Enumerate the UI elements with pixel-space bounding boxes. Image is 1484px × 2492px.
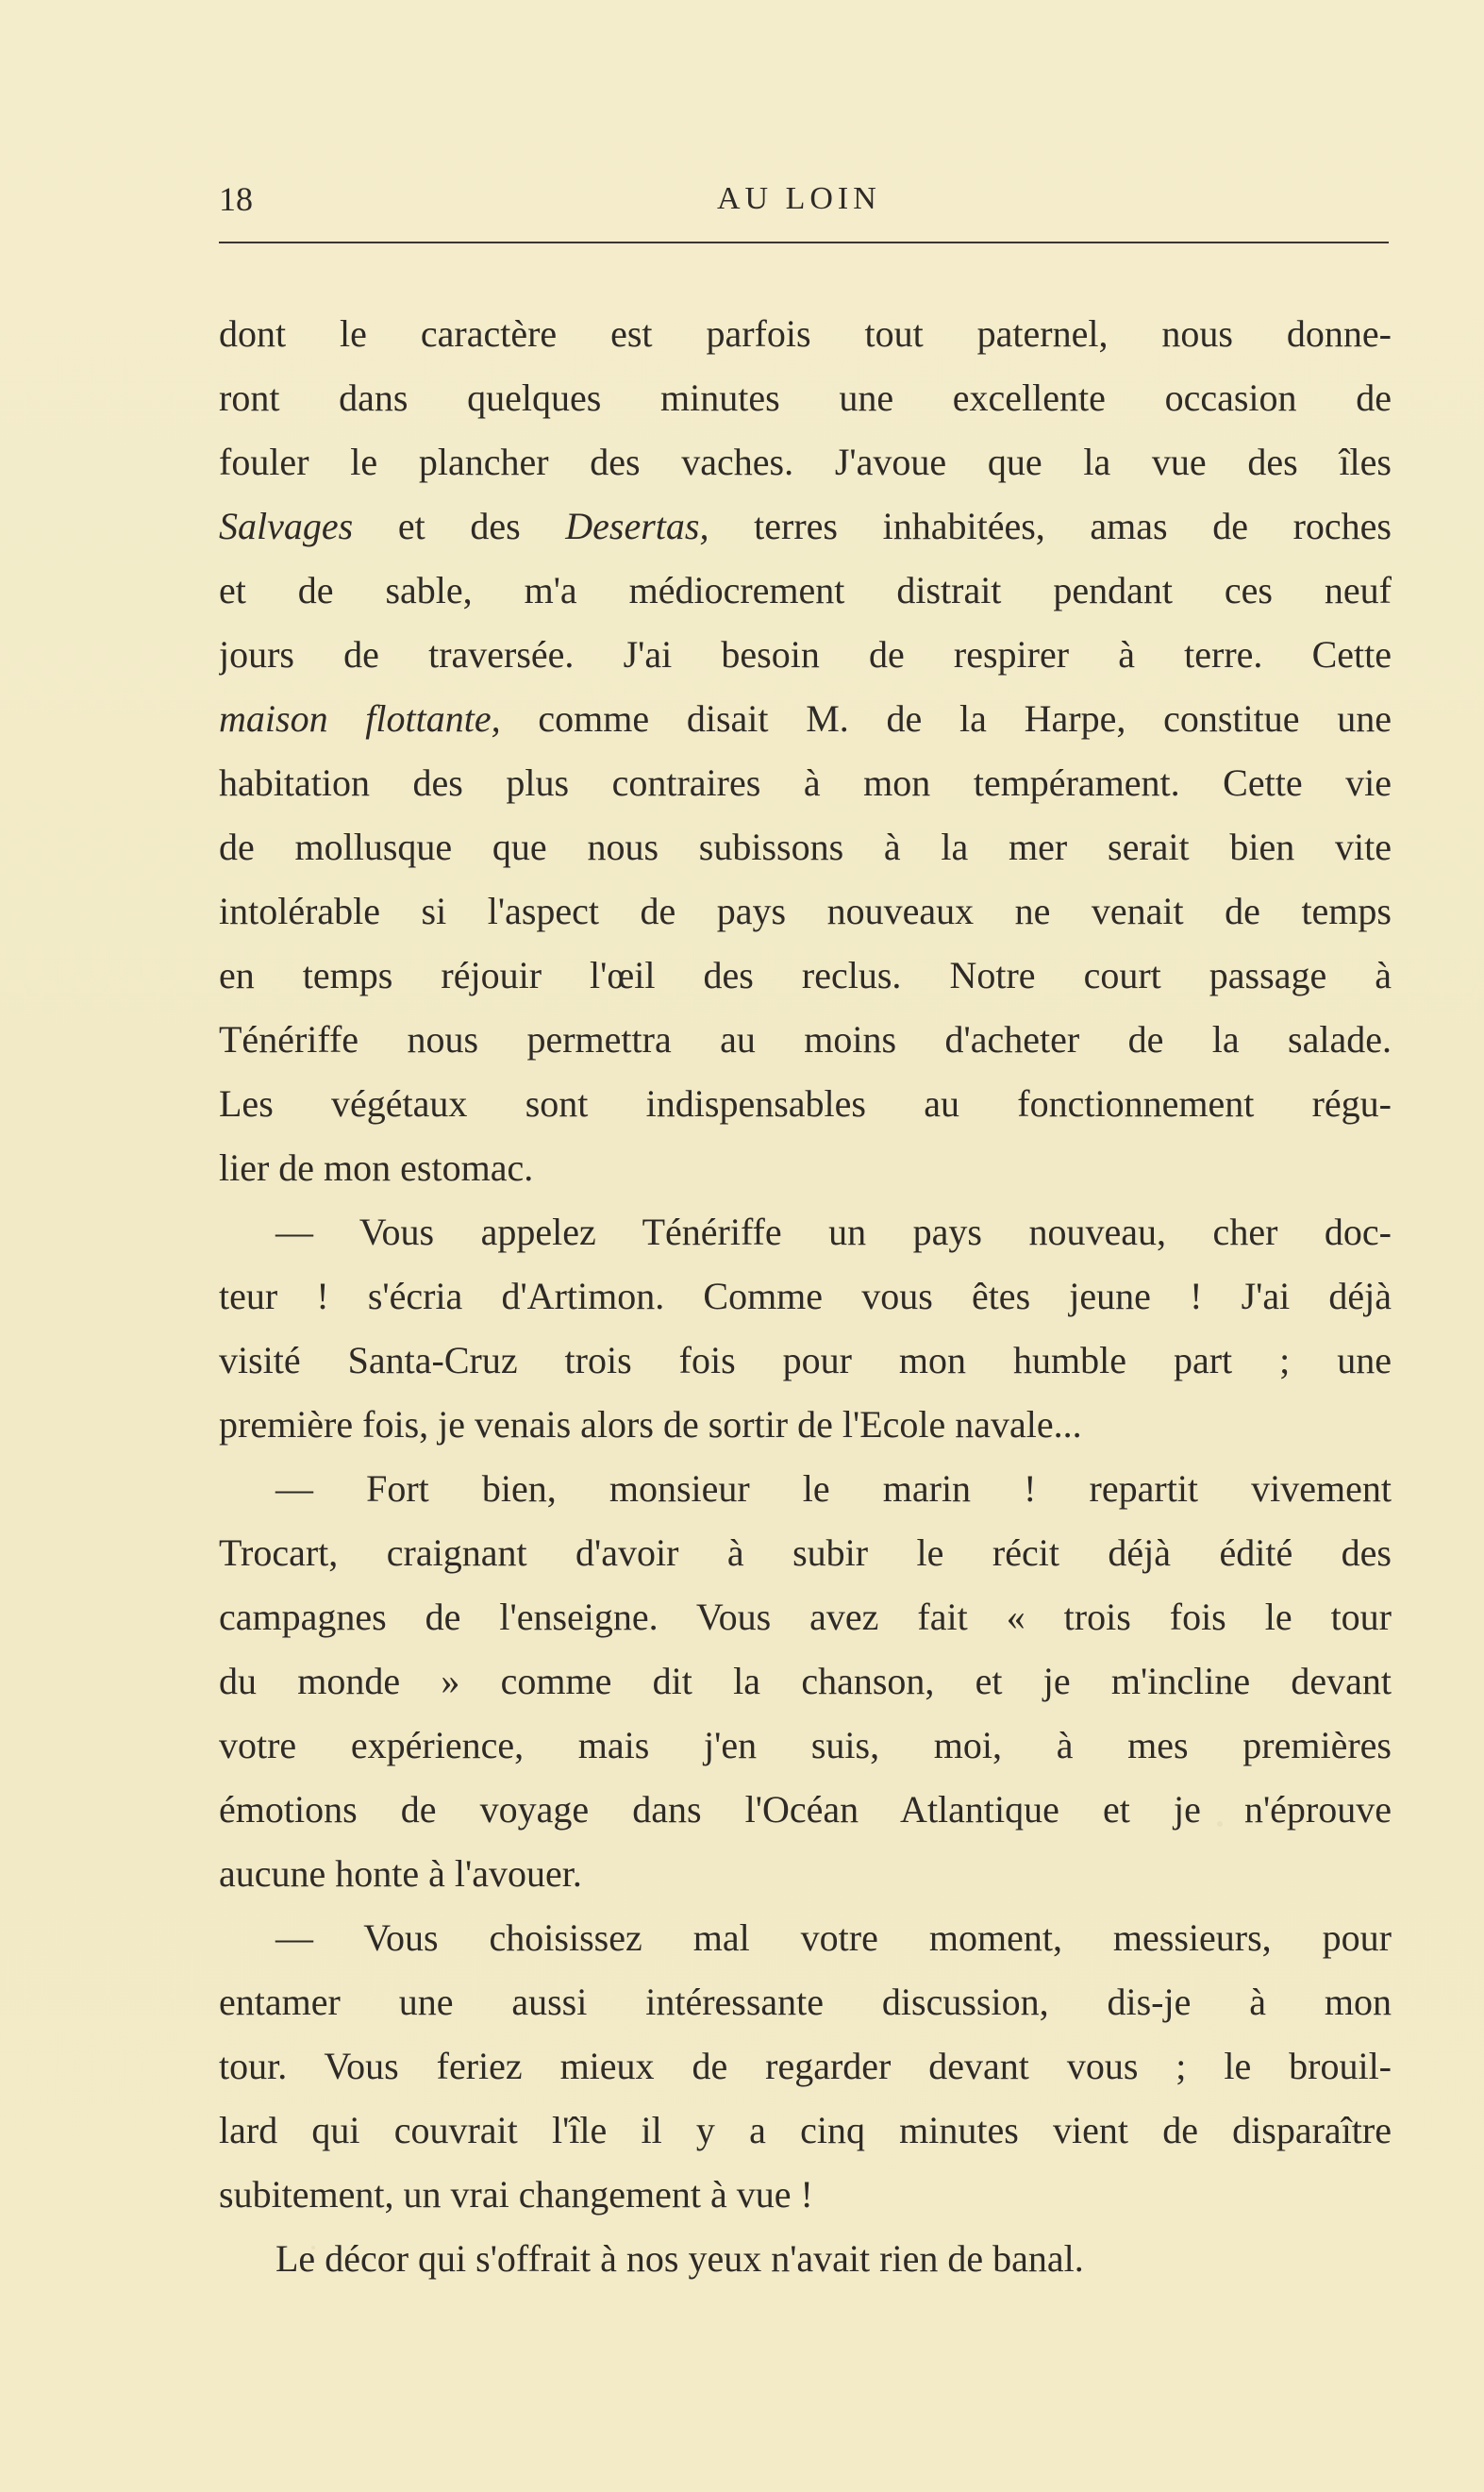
text-segment: campagnes de l'enseigne. Vous avez fait « trois fois le tour <box>219 1596 1392 1638</box>
text-line <box>219 879 1392 944</box>
text-segment: entamer une aussi intéressante discussion, dis-je à mon <box>219 1981 1392 2023</box>
text-segment: intolérable si l'aspect de pays nouveaux ne venait de temps <box>219 890 1392 932</box>
text-line <box>219 1778 1392 1842</box>
text-line <box>219 1521 1392 1585</box>
text-line <box>219 302 1392 366</box>
text-segment: lier de mon estomac. <box>219 1146 534 1189</box>
text-segment: en temps réjouir l'œil des reclus. Notre court passage à <box>219 954 1392 996</box>
running-head <box>219 176 1389 223</box>
text-line <box>219 2034 1392 2099</box>
text-line <box>219 1906 1392 1970</box>
text-segment: — Vous appelez Ténériffe un pays nouveau, cher doc- <box>275 1211 1392 1253</box>
text-segment: tour. Vous feriez mieux de regarder devant vous ; le brouil- <box>219 2045 1392 2087</box>
text-line <box>219 1072 1392 1136</box>
text-line <box>219 1329 1392 1393</box>
text-line <box>219 687 1392 751</box>
text-line <box>219 815 1392 879</box>
text-line <box>219 1842 1392 1906</box>
text-segment: fouler le plancher des vaches. J'avoue que la vue des îles <box>219 441 1392 483</box>
text-segment: jours de traversée. J'ai besoin de respirer à terre. Cette <box>219 633 1392 676</box>
text-line <box>219 1585 1392 1649</box>
text-line <box>219 944 1392 1008</box>
text-line <box>219 751 1392 815</box>
text-segment: dont le caractère est parfois tout paternel, nous donne- <box>219 312 1392 355</box>
text-segment: de mollusque que nous subissons à la mer serait bien vite <box>219 826 1392 868</box>
text-line <box>219 623 1392 687</box>
italic-text: Desertas, <box>565 505 709 547</box>
text-segment: ront dans quelques minutes une excellente occasion de <box>219 376 1392 419</box>
text-segment: du monde » comme dit la chanson, et je m'incline devant <box>219 1660 1392 1702</box>
text-line <box>219 1008 1392 1072</box>
text-segment: lard qui couvrait l'île il y a cinq minutes vient de disparaître <box>219 2109 1392 2151</box>
text-line <box>219 430 1392 494</box>
text-line <box>219 1393 1392 1457</box>
italic-text: maison flottante, <box>219 697 501 740</box>
text-segment: subitement, un vrai changement à vue ! <box>219 2173 813 2216</box>
text-segment: comme disait M. de la Harpe, constitue une <box>500 697 1392 740</box>
text-line <box>219 1714 1392 1778</box>
text-segment: et de sable, m'a médiocrement distrait pendant ces neuf <box>219 569 1392 611</box>
text-segment: visité Santa-Cruz trois fois pour mon humble part ; une <box>219 1339 1392 1381</box>
running-title: AU LOIN <box>717 181 881 216</box>
text-segment: Ténériffe nous permettra au moins d'acheter de la salade. <box>219 1018 1392 1061</box>
text-line <box>219 1649 1392 1714</box>
text-line <box>219 366 1392 430</box>
body-text <box>219 302 1392 2291</box>
text-line <box>219 559 1392 623</box>
text-segment: habitation des plus contraires à mon tempérament. Cette vie <box>219 761 1392 804</box>
text-segment: teur ! s'écria d'Artimon. Comme vous êtes jeune ! J'ai déjà <box>219 1275 1392 1317</box>
text-line <box>219 1264 1392 1329</box>
text-segment: Le décor qui s'offrait à nos yeux n'avait rien de banal. <box>275 2237 1084 2280</box>
header-rule <box>219 242 1389 243</box>
text-line <box>219 2227 1392 2291</box>
text-line <box>219 1457 1392 1521</box>
text-segment: — Vous choisissez mal votre moment, messieurs, pour <box>275 1916 1392 1959</box>
page-number: 18 <box>219 180 253 218</box>
text-line <box>219 2163 1392 2227</box>
italic-text: Salvages <box>219 505 354 547</box>
text-line <box>219 494 1392 559</box>
text-segment: — Fort bien, monsieur le marin ! repartit vivement <box>275 1467 1392 1510</box>
text-line <box>219 1136 1392 1200</box>
text-segment: Les végétaux sont indispensables au fonctionnement régu- <box>219 1082 1392 1125</box>
text-segment: terres inhabitées, amas de roches <box>709 505 1392 547</box>
text-segment: votre expérience, mais j'en suis, moi, à mes premières <box>219 1724 1392 1766</box>
text-line <box>219 2099 1392 2163</box>
text-segment: émotions de voyage dans l'Océan Atlantique et je n'éprouve <box>219 1788 1392 1831</box>
text-line <box>219 1200 1392 1264</box>
text-segment: première fois, je venais alors de sortir de l'Ecole navale... <box>219 1403 1082 1446</box>
text-line <box>219 1970 1392 2034</box>
text-segment: Trocart, craignant d'avoir à subir le récit déjà édité des <box>219 1531 1392 1574</box>
text-segment: et des <box>353 505 566 547</box>
text-segment: aucune honte à l'avouer. <box>219 1852 582 1895</box>
